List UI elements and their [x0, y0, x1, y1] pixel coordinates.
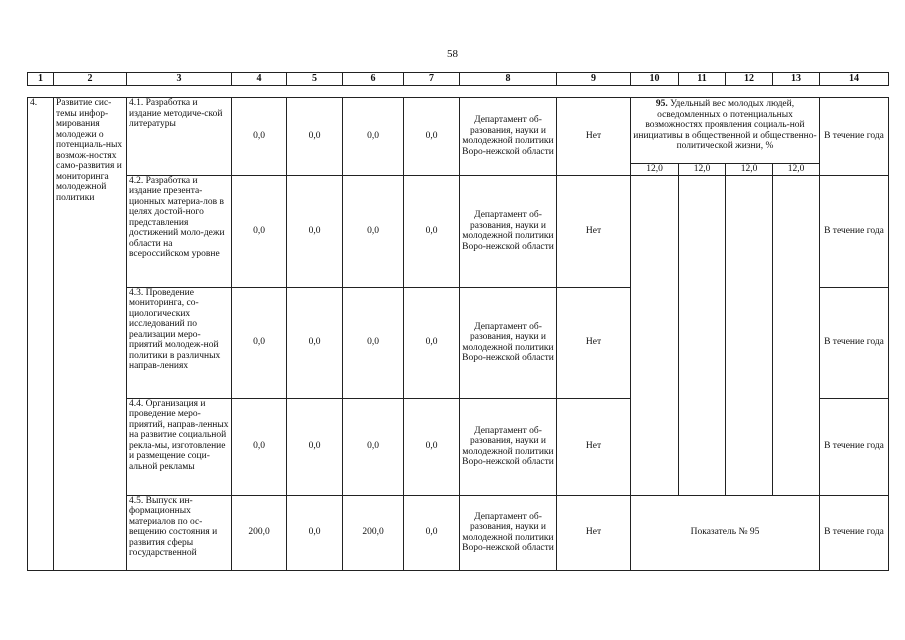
row-4-5-col-5: 0,0 [287, 495, 343, 570]
row-4-3-col-7: 0,0 [404, 287, 460, 398]
col-header-5: 5 [287, 73, 343, 86]
row-4-3-col-9: Нет [557, 287, 631, 398]
col-header-14: 14 [820, 73, 889, 86]
indicator-text: Удельный вес молодых людей, осведомленных о потенциальных возможностях проявления социаль-ной инициативы в общественной и общественно-политической жизни, % [633, 99, 817, 151]
executor-4-4: Департамент об-разования, науки и молодежной политики Воро-нежской области [460, 398, 557, 495]
col-header-11: 11 [679, 73, 726, 86]
executor-4-1: Департамент об-разования, науки и молодежной политики Воро-нежской области [460, 98, 557, 176]
col-header-13: 13 [773, 73, 820, 86]
col-header-6: 6 [343, 73, 404, 86]
section-title: Развитие сис-темы инфор-мирования молодежи о потенциаль-ных возмож-ностях само-развития и мониторинга молодежной политики [54, 98, 127, 571]
indicator-col-11-blank [679, 175, 726, 495]
term-4-1: В течение года [820, 98, 889, 176]
row-4-5-col-9: Нет [557, 495, 631, 570]
indicator-number: 95. [655, 99, 668, 109]
row-4-2-col-7: 0,0 [404, 175, 460, 287]
indicator-value-13: 12,0 [773, 164, 820, 176]
row-4-5-col-4: 200,0 [232, 495, 287, 570]
col-header-1: 1 [28, 73, 54, 86]
indicator-value-12: 12,0 [726, 164, 773, 176]
row-4-1-col-7: 0,0 [404, 98, 460, 176]
row-4-1-col-5: 0,0 [287, 98, 343, 176]
term-4-3: В течение года [820, 287, 889, 398]
executor-4-3: Департамент об-разования, науки и молодежной политики Воро-нежской области [460, 287, 557, 398]
indicator-col-13-blank [773, 175, 820, 495]
indicator-col-12-blank [726, 175, 773, 495]
term-4-2: В течение года [820, 175, 889, 287]
row-4-2-col-4: 0,0 [232, 175, 287, 287]
executor-4-2: Департамент об-разования, науки и молодежной политики Воро-нежской области [460, 175, 557, 287]
page-number: 58 [447, 48, 458, 60]
indicator-title [631, 98, 820, 164]
row-4-5-col-6: 200,0 [343, 495, 404, 570]
col-header-2: 2 [54, 73, 127, 86]
indicator-reference: Показатель № 95 [631, 495, 820, 570]
col-header-8: 8 [460, 73, 557, 86]
column-number-header [27, 72, 889, 86]
row-4-3-col-5: 0,0 [287, 287, 343, 398]
col-header-12: 12 [726, 73, 773, 86]
indicator-col-10-blank [631, 175, 679, 495]
col-header-4: 4 [232, 73, 287, 86]
section-number: 4. [28, 98, 54, 571]
row-4-1-col-9: Нет [557, 98, 631, 176]
row-4-1-col-4: 0,0 [232, 98, 287, 176]
col-header-3: 3 [127, 73, 232, 86]
row-4-4-col-9: Нет [557, 398, 631, 495]
col-header-10: 10 [631, 73, 679, 86]
executor-4-5: Департамент об-разования, науки и молодежной политики Воро-нежской области [460, 495, 557, 570]
row-4-1-col-6: 0,0 [343, 98, 404, 176]
program-table [27, 97, 889, 571]
col-header-9: 9 [557, 73, 631, 86]
row-4-2-col-9: Нет [557, 175, 631, 287]
activity-4-1: 4.1. Разработка и издание методиче-ской литературы [127, 98, 232, 176]
row-4-2-col-5: 0,0 [287, 175, 343, 287]
row-4-3-col-4: 0,0 [232, 287, 287, 398]
row-4-3-col-6: 0,0 [343, 287, 404, 398]
row-4-4-col-7: 0,0 [404, 398, 460, 495]
row-4-4-col-4: 0,0 [232, 398, 287, 495]
row-4-5-col-7: 0,0 [404, 495, 460, 570]
indicator-value-11: 12,0 [679, 164, 726, 176]
activity-4-3: 4.3. Проведение мониторинга, со-циологических исследований по реализации меро-приятий молодеж-ной политики в различных направ-лениях [127, 287, 232, 398]
term-4-5: В течение года [820, 495, 889, 570]
activity-4-4: 4.4. Организация и проведение меро-приятий, направ-ленных на развитие социальной рекла-мы, изготовление и размещение соци-альной рекламы [127, 398, 232, 495]
row-4-4-col-5: 0,0 [287, 398, 343, 495]
row-4-4-col-6: 0,0 [343, 398, 404, 495]
activity-4-2: 4.2. Разработка и издание презента-ционных материа-лов в целях достой-ного представления достижений моло-дежи области на всероссийском уровне [127, 175, 232, 287]
col-header-7: 7 [404, 73, 460, 86]
row-4-2-col-6: 0,0 [343, 175, 404, 287]
indicator-value-10: 12,0 [631, 164, 679, 176]
term-4-4: В течение года [820, 398, 889, 495]
activity-4-5: 4.5. Выпуск ин-формационных материалов по ос-вещению состояния и развития сферы государственной [127, 495, 232, 570]
